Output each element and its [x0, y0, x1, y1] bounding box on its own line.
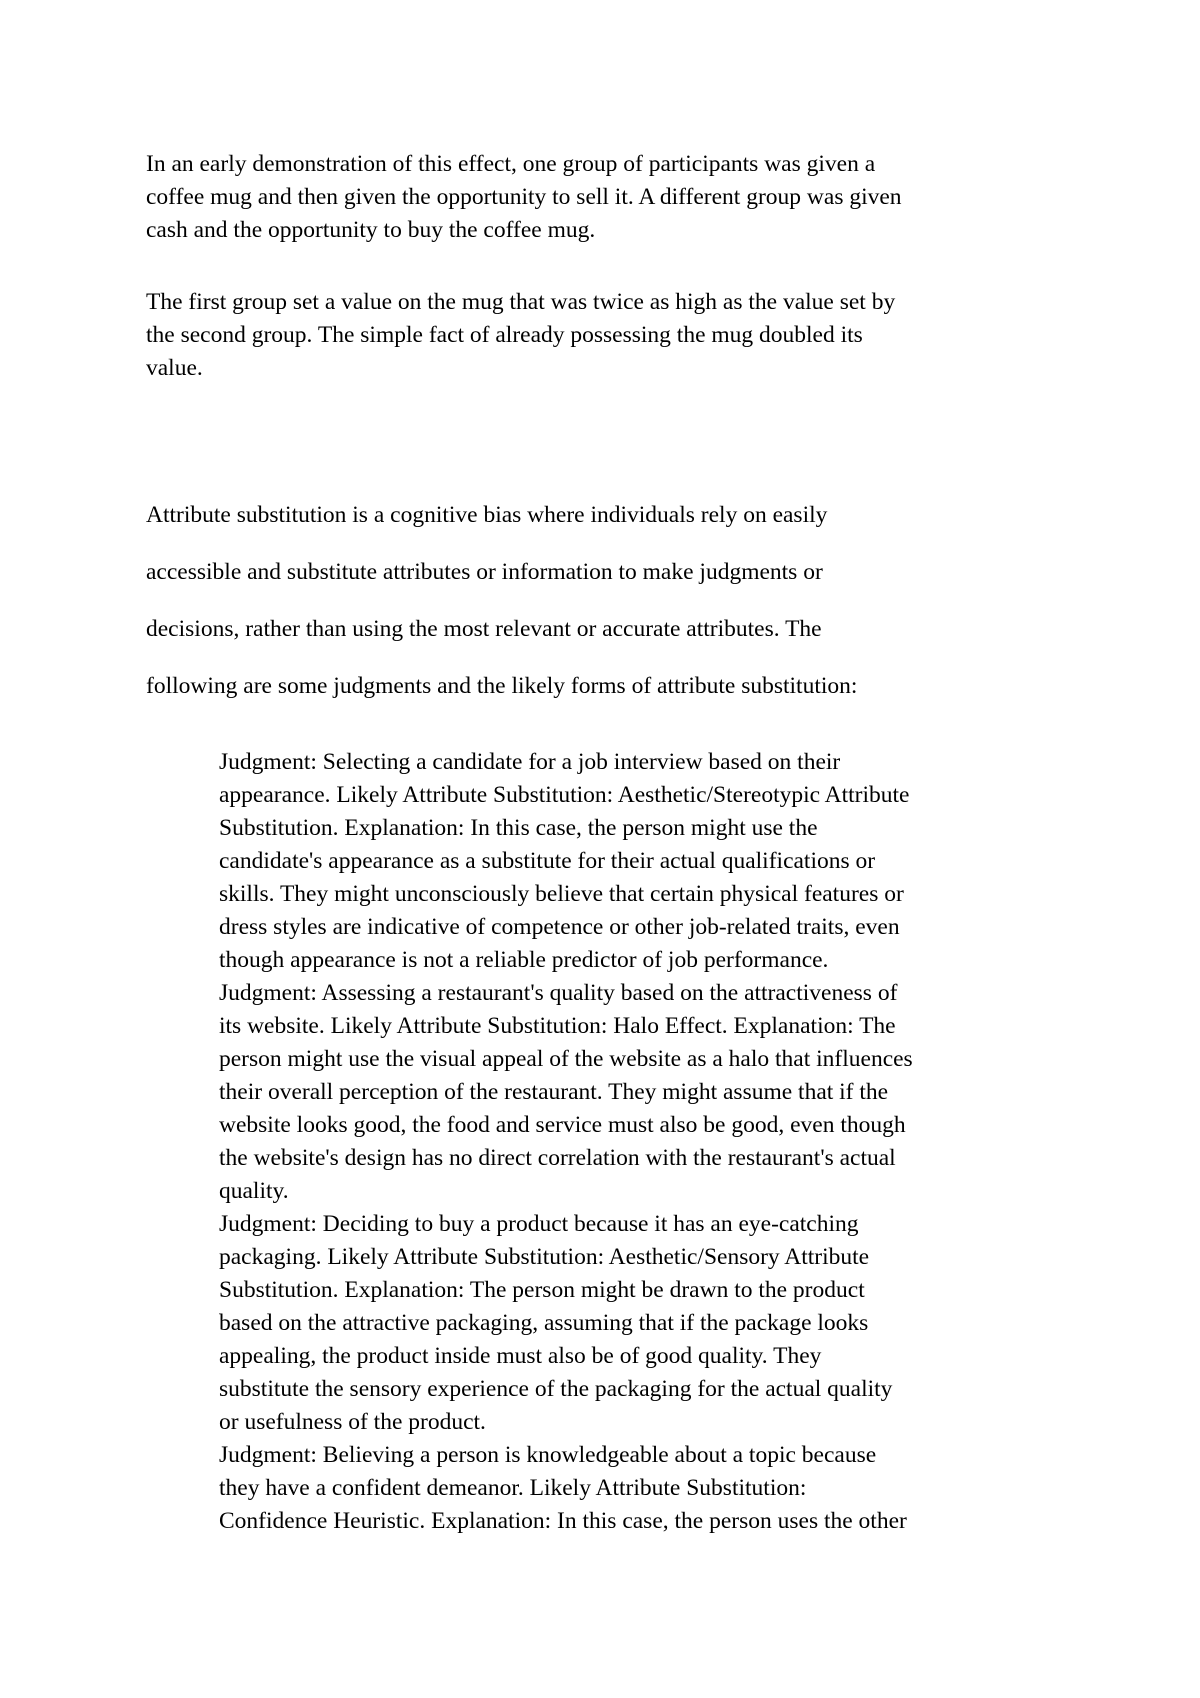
text-line: the second group. The simple fact of already possessing the mug doubled its	[146, 322, 863, 348]
text-line: following are some judgments and the likely forms of attribute substitution:	[146, 673, 858, 699]
intro-paragraph-2	[146, 286, 895, 385]
list-item-line: skills. They might unconsciously believe that certain physical features or	[219, 881, 904, 907]
attribute-substitution-paragraph	[146, 487, 857, 715]
list-item-line: Substitution. Explanation: In this case, the person might use the	[219, 815, 818, 841]
text-line: decisions, rather than using the most relevant or accurate attributes. The	[146, 616, 822, 642]
text-line: The first group set a value on the mug that was twice as high as the value set by	[146, 289, 896, 315]
list-item-line: Substitution. Explanation: The person might be drawn to the product	[219, 1277, 865, 1303]
list-item-line: quality.	[219, 1178, 289, 1204]
list-item-line: candidate's appearance as a substitute for their actual qualifications or	[219, 848, 876, 874]
text-line: coffee mug and then given the opportunity to sell it. A different group was given	[146, 184, 902, 210]
list-item-line: based on the attractive packaging, assuming that if the package looks	[219, 1310, 869, 1336]
list-item-line: or usefulness of the product.	[219, 1409, 486, 1435]
list-item-line: Judgment: Selecting a candidate for a job interview based on their	[219, 749, 841, 775]
text-line: value.	[146, 355, 203, 381]
list-item-line: dress styles are indicative of competence or other job-related traits, even	[219, 914, 900, 940]
list-item-line: appealing, the product inside must also be of good quality. They	[219, 1343, 822, 1369]
list-item-line: Confidence Heuristic. Explanation: In this case, the person uses the other	[219, 1508, 907, 1534]
list-item-line: packaging. Likely Attribute Substitution: Aesthetic/Sensory Attribute	[219, 1244, 870, 1270]
list-item-line: Judgment: Believing a person is knowledgeable about a topic because	[219, 1442, 877, 1468]
text-line: cash and the opportunity to buy the coffee mug.	[146, 217, 596, 243]
list-item-line: Judgment: Assessing a restaurant's quality based on the attractiveness of	[219, 980, 898, 1006]
intro-paragraph-1	[146, 148, 902, 247]
text-line: In an early demonstration of this effect, one group of participants was given a	[146, 151, 876, 177]
judgments-list	[219, 746, 913, 1538]
list-item-line: their overall perception of the restaurant. They might assume that if the	[219, 1079, 889, 1105]
list-item-line: appearance. Likely Attribute Substitution: Aesthetic/Stereotypic Attribute	[219, 782, 910, 808]
list-item-line: its website. Likely Attribute Substitution: Halo Effect. Explanation: The	[219, 1013, 896, 1039]
list-item-line: website looks good, the food and service must also be good, even though	[219, 1112, 906, 1138]
list-item-line: person might use the visual appeal of the website as a halo that influences	[219, 1046, 913, 1072]
list-item-line: the website's design has no direct correlation with the restaurant's actual	[219, 1145, 896, 1171]
list-item-line: substitute the sensory experience of the packaging for the actual quality	[219, 1376, 893, 1402]
text-line: Attribute substitution is a cognitive bias where individuals rely on easily	[146, 502, 828, 528]
list-item-line: they have a confident demeanor. Likely Attribute Substitution:	[219, 1475, 807, 1501]
text-line: accessible and substitute attributes or information to make judgments or	[146, 559, 823, 585]
list-item-line: though appearance is not a reliable predictor of job performance.	[219, 947, 829, 973]
list-item-line: Judgment: Deciding to buy a product because it has an eye-catching	[219, 1211, 859, 1237]
